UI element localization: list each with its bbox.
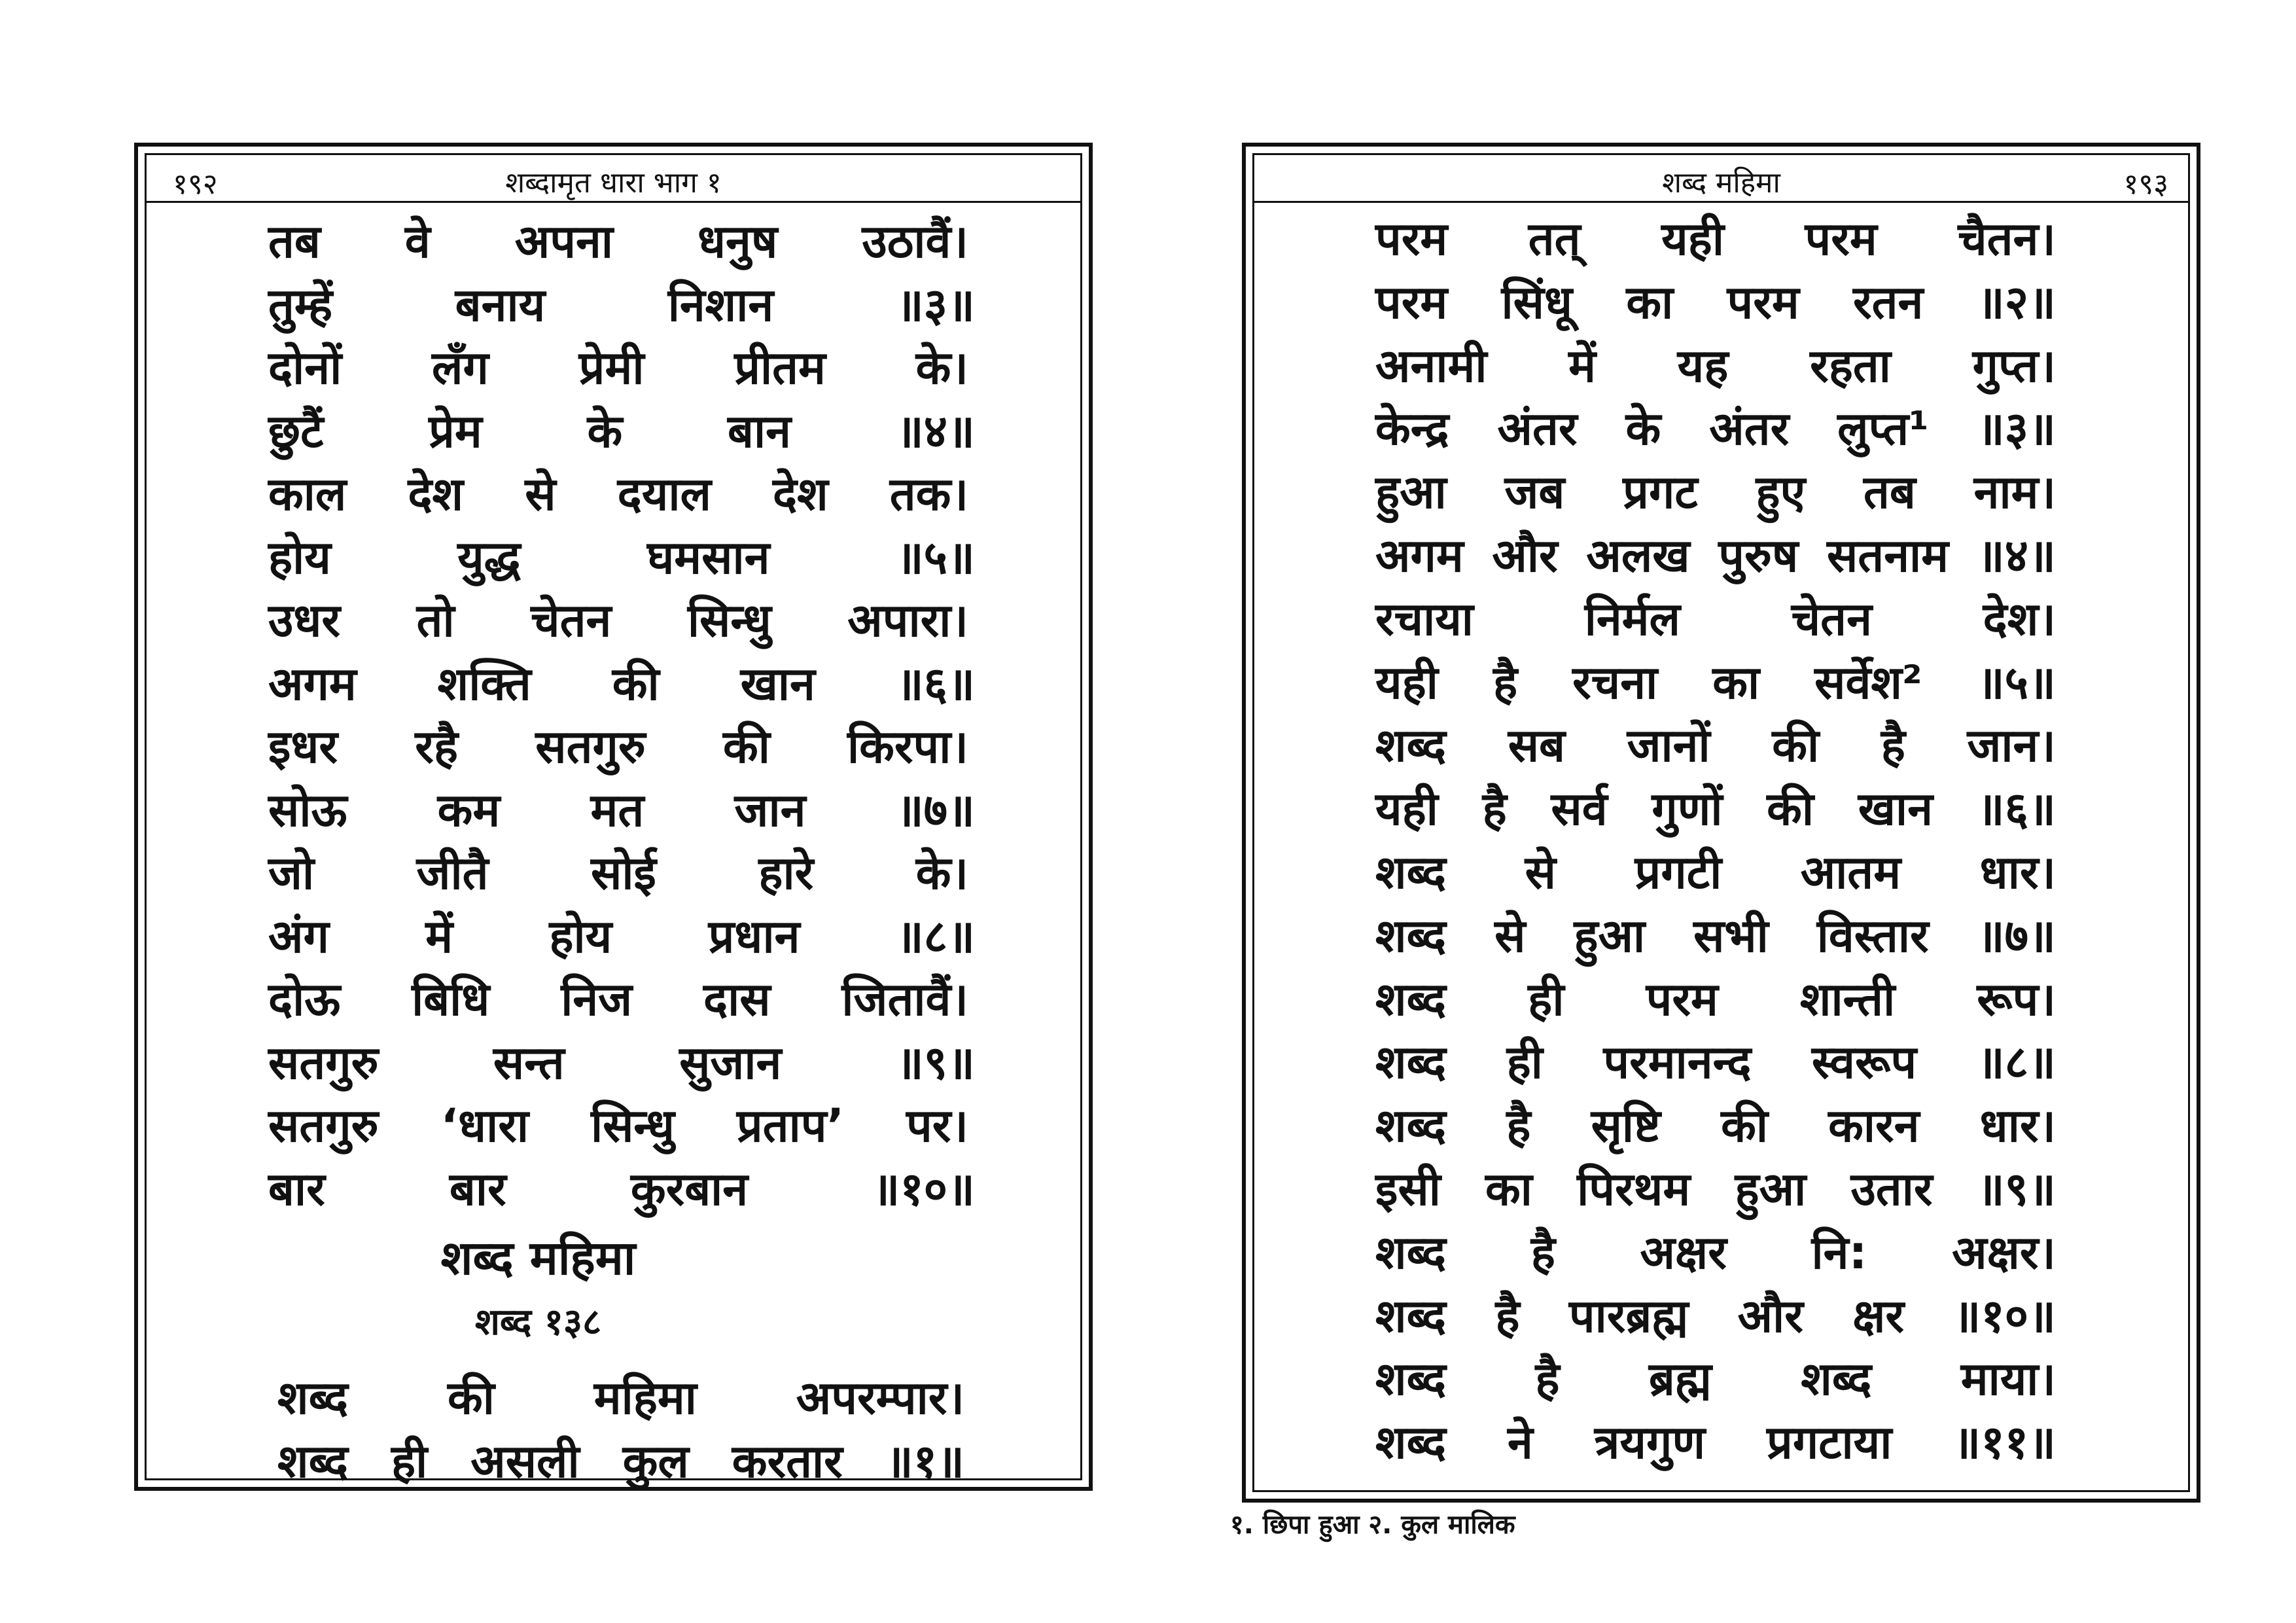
verse-word: कम xyxy=(437,783,501,837)
verse-word: ॥६॥ xyxy=(896,656,975,711)
verse-line xyxy=(268,715,968,778)
verse-word: सिन्धु xyxy=(687,594,771,647)
right-running-title: शब्द महिमा xyxy=(1662,166,1780,200)
verse-word: मत xyxy=(590,783,645,837)
verse-word: है xyxy=(1535,1352,1560,1406)
verse-word: परम xyxy=(1646,972,1718,1026)
verse-word: गुप्त। xyxy=(1972,338,2056,393)
verse-word: शब्द xyxy=(1375,972,1447,1026)
verse-word: दास xyxy=(703,972,771,1026)
verse-word: सुजान xyxy=(679,1035,782,1090)
verse-word: परम xyxy=(1805,212,1877,266)
verse-word: देश xyxy=(772,467,828,521)
verse-word: दोनों xyxy=(268,341,342,395)
verse-word: में xyxy=(1568,338,1596,393)
left-page-number: १९२ xyxy=(173,168,218,201)
verse-word: है xyxy=(1482,782,1507,836)
verse-word: बनाय xyxy=(455,277,546,332)
verse-word: असली xyxy=(470,1434,580,1488)
verse-word: नि: xyxy=(1811,1225,1867,1279)
verse-line xyxy=(1375,271,2056,334)
verse-word: घमसान xyxy=(646,530,770,584)
verse-word: रहै xyxy=(415,720,459,774)
verse-word: देश। xyxy=(1983,592,2056,646)
verse-word: जीतै xyxy=(416,846,489,900)
verse-word: शक्ति xyxy=(437,656,531,711)
verse-word: सतगुरु xyxy=(535,720,646,774)
verse-line xyxy=(1375,777,2056,840)
verse-word: सोऊ xyxy=(268,783,347,837)
verse-word: है xyxy=(1492,655,1518,709)
verse-word: अगम xyxy=(268,656,357,711)
verse-word: प्रगट xyxy=(1623,465,1698,520)
verse-word: लँग xyxy=(432,341,489,395)
verse-word: हुआ xyxy=(1574,908,1646,963)
verse-word: सिन्धु xyxy=(590,1099,675,1152)
verse-word: है xyxy=(1495,1289,1520,1343)
verse-word: का xyxy=(1485,1162,1532,1216)
verse-word: के। xyxy=(915,846,968,900)
verse-word: कुल xyxy=(622,1434,689,1488)
verse-word: देश xyxy=(408,467,464,521)
verse-word: पुरुष xyxy=(1718,529,1799,582)
verse-word: रचना xyxy=(1572,655,1658,709)
verse-word: इधर xyxy=(268,720,338,774)
verse-word: से xyxy=(1525,846,1556,899)
verse-word: जो xyxy=(268,846,315,900)
verse-word: के xyxy=(587,404,623,458)
verse-line xyxy=(1375,1094,2056,1157)
verse-word: और xyxy=(1737,1289,1803,1343)
verse-word: खान xyxy=(1858,782,1933,836)
verse-word: अगम xyxy=(1375,529,1464,582)
verse-word: हुए xyxy=(1756,465,1806,520)
verse-line xyxy=(1375,968,2056,1031)
verse-word: यह xyxy=(1677,338,1729,393)
verse-word: में xyxy=(425,909,453,963)
verse-word: ॥८॥ xyxy=(1977,1035,2056,1090)
verse-word: प्रताप’ xyxy=(736,1099,845,1152)
verse-word: माया। xyxy=(1960,1352,2056,1406)
verse-word: ॥४॥ xyxy=(896,404,975,458)
verse-word: महिमा xyxy=(593,1371,697,1425)
verse-line xyxy=(277,1430,964,1493)
verse-word: के। xyxy=(915,341,968,395)
verse-line xyxy=(268,589,968,652)
verse-word: रचाया xyxy=(1375,592,1474,646)
verse-word: शब्द xyxy=(1375,1035,1447,1090)
verse-line xyxy=(268,336,968,399)
verse-word: निर्मल xyxy=(1584,592,1680,646)
verse-word: की xyxy=(1721,1099,1768,1153)
verse-word: धार। xyxy=(1979,846,2056,899)
verse-word: सृष्टि xyxy=(1591,1099,1661,1153)
verse-word: और xyxy=(1492,529,1558,582)
verse-word: आतम xyxy=(1800,846,1901,899)
verse-word: प्रीतम xyxy=(734,341,826,395)
verse-word: शब्द xyxy=(277,1371,349,1425)
verse-word: की xyxy=(722,720,770,774)
verse-word: ॥१॥ xyxy=(885,1434,964,1488)
verse-word: वे xyxy=(404,215,431,268)
verse-word: अपारा। xyxy=(847,594,968,647)
verse-word: ही xyxy=(391,1434,428,1488)
verse-line xyxy=(1375,461,2056,524)
verse-word: ॥५॥ xyxy=(1977,655,2056,709)
verse-word: दोऊ xyxy=(268,972,341,1026)
verse-word: शब्द xyxy=(1375,1289,1447,1343)
verse-word: शब्द xyxy=(1375,846,1447,899)
verse-line xyxy=(1375,334,2056,397)
verse-word: जानों xyxy=(1627,719,1710,773)
left-page xyxy=(134,143,1093,1491)
verse-word: सर्व xyxy=(1551,782,1608,836)
verse-word: हारे xyxy=(758,846,814,900)
verse-word: खान xyxy=(740,656,815,711)
verse-word: से xyxy=(1494,908,1526,963)
verse-line xyxy=(1375,904,2056,967)
verse-word: ॥४॥ xyxy=(1977,529,2056,582)
verse-word: तत् xyxy=(1528,212,1581,266)
verse-word: त्रयगुण xyxy=(1594,1416,1706,1470)
verse-word: ही xyxy=(1506,1035,1543,1090)
verse-word: तक। xyxy=(889,467,968,521)
verse-line xyxy=(268,842,968,904)
verse-word: सतनाम xyxy=(1826,529,1949,582)
verse-word: अक्षर। xyxy=(1952,1225,2056,1279)
verse-line xyxy=(1375,1285,2056,1347)
verse-word: ॥३॥ xyxy=(1977,402,2056,456)
verse-line xyxy=(1375,1347,2056,1410)
verse-word: रूप। xyxy=(1977,972,2056,1026)
verse-word: ब्रह्म xyxy=(1648,1352,1712,1406)
verse-word: होय xyxy=(549,909,612,963)
verse-word: चैतन। xyxy=(1958,212,2056,266)
verse-line xyxy=(277,1366,964,1429)
verse-word: किरपा। xyxy=(847,720,968,774)
left-page-inner-frame xyxy=(145,153,1082,1488)
verse-word: सर्वेश² xyxy=(1814,655,1922,709)
verse-word: ‘धारा xyxy=(440,1099,529,1152)
verse-word: शब्द xyxy=(1375,1099,1447,1153)
verse-word: तो xyxy=(416,594,455,647)
verse-word: क्षर xyxy=(1852,1289,1905,1343)
verse-word: परम xyxy=(1375,275,1448,329)
verse-word: अलख xyxy=(1586,529,1690,582)
verse-word: यही xyxy=(1375,782,1438,836)
verse-word: प्रगटाया xyxy=(1766,1416,1892,1470)
verse-word: हुआ xyxy=(1735,1162,1807,1216)
verse-word: जितावैं। xyxy=(841,972,968,1026)
verse-word: प्रगटी xyxy=(1634,846,1722,899)
verse-line xyxy=(268,400,975,463)
verse-word: धनुष xyxy=(697,215,778,268)
verse-word: पर। xyxy=(906,1099,968,1152)
verse-word: ॥७॥ xyxy=(896,783,975,837)
verse-word: अपना xyxy=(514,215,613,268)
verse-word: शब्द xyxy=(1375,719,1447,773)
verse-word: परमानन्द xyxy=(1603,1035,1752,1090)
verse-word: ॥९॥ xyxy=(896,1035,975,1090)
verse-word: इसी xyxy=(1375,1162,1441,1216)
verse-word: अनामी xyxy=(1375,338,1487,393)
verse-word: लुप्त¹ xyxy=(1837,402,1929,456)
verse-word: जान xyxy=(734,783,806,837)
verse-word: अंतर xyxy=(1497,402,1578,456)
verse-word: पिरथम xyxy=(1577,1162,1691,1216)
right-page-inner-frame xyxy=(1252,153,2190,1492)
verse-line xyxy=(1375,714,2056,777)
verse-word: प्रेम xyxy=(429,404,482,458)
verse-word: बिधि xyxy=(412,972,490,1026)
verse-word: बार xyxy=(268,1162,325,1216)
verse-line xyxy=(268,968,968,1031)
verse-line xyxy=(268,463,968,526)
verse-word: सतगुरु xyxy=(268,1099,379,1152)
verse-line xyxy=(268,526,975,589)
verse-word: है xyxy=(1506,1099,1531,1153)
shabd-number: शब्द १३८ xyxy=(474,1300,602,1344)
verse-word: केन्द्र xyxy=(1375,402,1449,456)
verse-word: छुटैं xyxy=(268,404,324,458)
right-page xyxy=(1242,143,2200,1503)
verse-line xyxy=(268,1158,975,1221)
verse-word: धार। xyxy=(1979,1099,2056,1153)
verse-word: करतार xyxy=(732,1434,843,1488)
right-page-header xyxy=(1254,155,2188,203)
verse-word: अपरम्पार। xyxy=(796,1371,964,1425)
verse-word: की xyxy=(1767,782,1814,836)
verse-word: की xyxy=(1772,719,1820,773)
verse-word: शब्द xyxy=(1375,1225,1447,1279)
verse-line xyxy=(268,779,975,842)
verse-word: बार xyxy=(449,1162,506,1216)
verse-line xyxy=(268,905,975,968)
verse-line xyxy=(268,210,968,273)
verse-word: ने xyxy=(1508,1416,1533,1470)
verse-word: है xyxy=(1530,1225,1555,1279)
verse-word: युद्ध xyxy=(457,530,521,584)
verse-line xyxy=(268,274,975,336)
verse-word: कारन xyxy=(1828,1099,1920,1153)
verse-word: उतार xyxy=(1850,1162,1933,1216)
verse-word: रतन xyxy=(1853,275,1924,329)
verse-word: उधर xyxy=(268,594,341,647)
verse-word: सन्त xyxy=(493,1035,565,1090)
left-page-header xyxy=(147,155,1080,203)
verse-word: तब xyxy=(268,215,321,268)
verse-word: बान xyxy=(728,404,791,458)
verse-word: हुआ xyxy=(1375,465,1447,520)
verse-word: यही xyxy=(1375,655,1438,709)
verse-word: चेतन xyxy=(1791,592,1872,646)
verse-line xyxy=(1375,588,2056,651)
verse-word: ॥६॥ xyxy=(1977,782,2056,836)
verse-line xyxy=(1375,651,2056,714)
verse-word: ॥८॥ xyxy=(896,909,975,963)
verse-word: चेतन xyxy=(531,594,612,647)
verse-line xyxy=(268,1031,975,1094)
verse-word: शब्द xyxy=(1375,908,1447,963)
verse-line xyxy=(268,1094,968,1157)
verse-word: गुणों xyxy=(1651,782,1723,836)
verse-word: के xyxy=(1625,402,1661,456)
verse-line xyxy=(1375,1031,2056,1094)
verse-word: स्वरूप xyxy=(1811,1035,1917,1090)
verse-word: उठावैं। xyxy=(862,215,968,268)
verse-word: परम xyxy=(1727,275,1799,329)
verse-word: अंतर xyxy=(1709,402,1790,456)
verse-word: का xyxy=(1712,655,1760,709)
verse-word: शब्द xyxy=(277,1434,349,1488)
verse-word: का xyxy=(1626,275,1674,329)
verse-word: रहता xyxy=(1810,338,1891,393)
verse-word: शब्द xyxy=(1801,1352,1872,1406)
verse-word: ॥३॥ xyxy=(896,277,975,332)
verse-word: है xyxy=(1881,719,1905,773)
verse-word: अक्षर xyxy=(1640,1225,1727,1279)
verse-word: शब्द xyxy=(1375,1416,1447,1470)
verse-line xyxy=(1375,1411,2056,1474)
verse-word: प्रधान xyxy=(708,909,800,963)
verse-line xyxy=(1375,1158,2056,1221)
verse-word: दयाल xyxy=(617,467,711,521)
verse-word: काल xyxy=(268,467,347,521)
verse-word: यही xyxy=(1661,212,1724,266)
verse-line xyxy=(1375,207,2056,270)
verse-word: पारब्रह्म xyxy=(1568,1289,1689,1343)
verse-word: होय xyxy=(268,530,331,584)
verse-word: ॥१०॥ xyxy=(1953,1289,2056,1343)
verse-word: ही xyxy=(1528,972,1564,1026)
verse-word: तब xyxy=(1863,465,1916,520)
verse-word: शब्द xyxy=(1375,1352,1447,1406)
verse-word: सभी xyxy=(1693,908,1769,963)
verse-word: नाम। xyxy=(1973,465,2056,520)
verse-line xyxy=(1375,841,2056,904)
verse-word: प्रेमी xyxy=(578,341,645,395)
footnote: १. छिपा हुआ २. कुल मालिक xyxy=(1230,1510,1515,1540)
verse-word: की xyxy=(612,656,660,711)
verse-word: ॥११॥ xyxy=(1953,1416,2056,1470)
verse-line xyxy=(1375,524,2056,587)
left-running-title: शब्दामृत धारा भाग १ xyxy=(505,166,722,200)
verse-word: से xyxy=(525,467,556,521)
verse-word: विस्तार xyxy=(1816,908,1929,963)
verse-word: अंग xyxy=(268,909,329,963)
verse-word: कुरबान xyxy=(630,1162,749,1216)
verse-word: जान। xyxy=(1967,719,2056,773)
verse-line xyxy=(1375,397,2056,460)
verse-word: सतगुरु xyxy=(268,1035,379,1090)
verse-word: परम xyxy=(1375,212,1448,266)
verse-word: सब xyxy=(1508,719,1565,773)
verse-word: निशान xyxy=(667,277,774,332)
verse-word: जब xyxy=(1504,465,1565,520)
right-page-number: १९३ xyxy=(2123,168,2168,201)
verse-word: की xyxy=(447,1371,495,1425)
verse-word: तुम्हें xyxy=(268,277,333,332)
verse-word: ॥९॥ xyxy=(1977,1162,2056,1216)
verse-word: निज xyxy=(561,972,633,1026)
section-title: शब्द महिमा xyxy=(440,1230,636,1285)
verse-word: ॥२॥ xyxy=(1977,275,2056,329)
verse-line xyxy=(268,652,975,715)
verse-word: शान्ती xyxy=(1799,972,1896,1026)
verse-word: सिंधू xyxy=(1501,275,1573,329)
verse-word: ॥५॥ xyxy=(896,530,975,584)
verse-word: सोई xyxy=(591,846,656,900)
verse-line xyxy=(1375,1221,2056,1284)
verse-word: ॥७॥ xyxy=(1977,908,2056,963)
verse-word: ॥१०॥ xyxy=(872,1162,975,1216)
